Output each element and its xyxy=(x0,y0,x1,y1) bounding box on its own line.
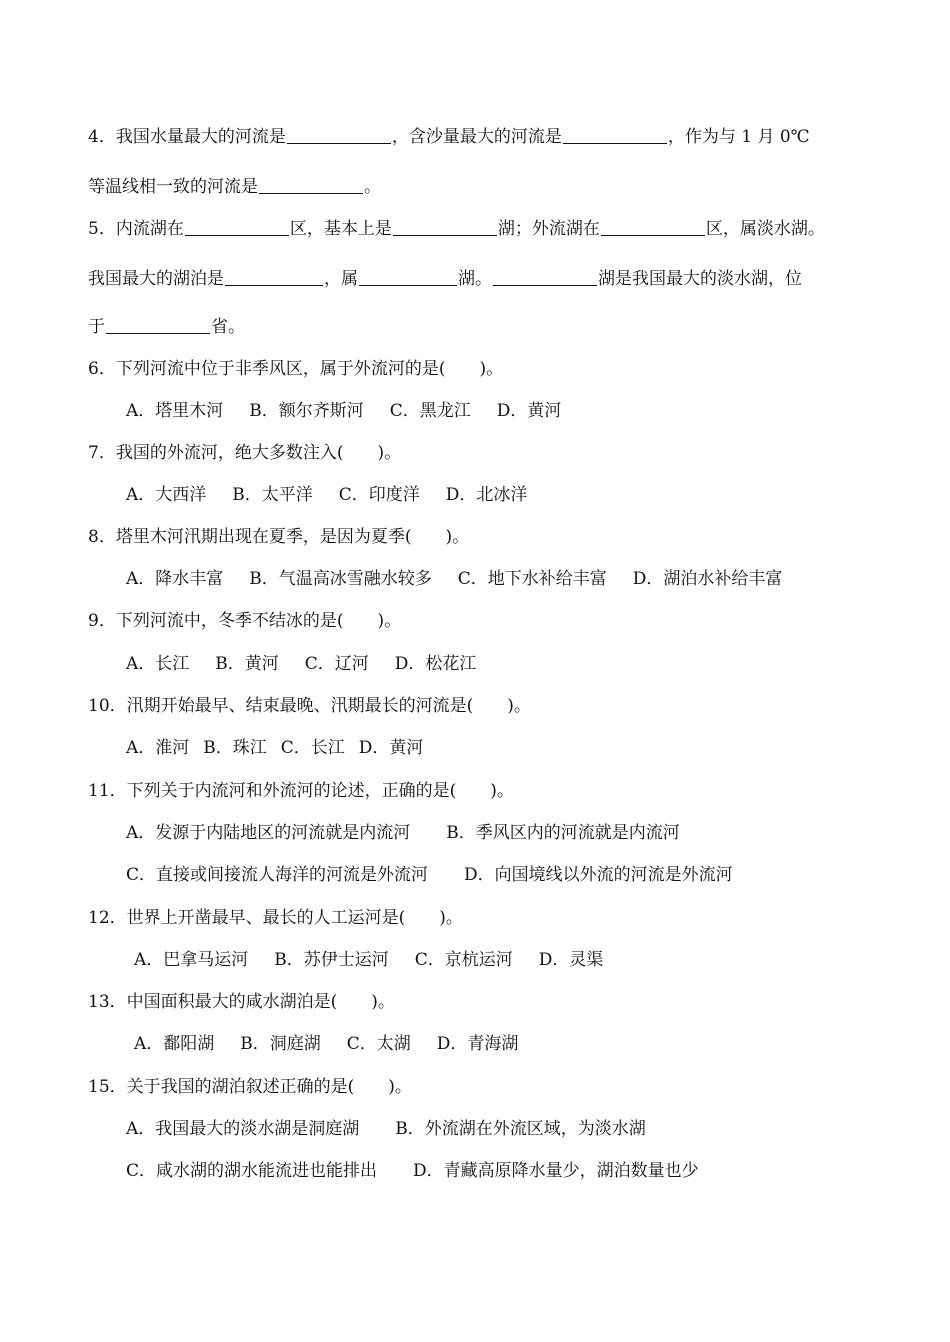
q5-text: ，属 xyxy=(324,269,358,289)
q5-blank-4[interactable] xyxy=(225,268,323,286)
q5-text: 5．内流湖在 xyxy=(88,219,184,239)
q10-stem-text: 10．汛期开始最早、结束最晚、汛期最长的河流是( xyxy=(88,696,474,716)
q10-stem-end: )。 xyxy=(507,696,531,716)
q6-stem-text: 6．下列河流中位于非季风区，属于外流河的是( xyxy=(88,359,446,379)
q5-text: 省。 xyxy=(211,317,245,337)
q4-blank-2[interactable] xyxy=(563,126,667,144)
q7-stem-text: 7．我国的外流河，绝大多数注入( xyxy=(88,443,344,463)
q13-option-d[interactable]: D．青海湖 xyxy=(436,1034,519,1054)
q8-stem-end: )。 xyxy=(445,527,470,547)
q11-option-b[interactable]: B．季风区内的河流就是内流河 xyxy=(446,823,680,843)
q4-text: 4．我国水量最大的河流是 xyxy=(88,127,286,147)
q9-options xyxy=(126,652,910,676)
q4-text: ，含沙量最大的河流是 xyxy=(391,127,562,147)
q6-stem xyxy=(88,357,910,381)
q5-text: 我国最大的湖泊是 xyxy=(88,269,224,289)
q5-text: 湖；外流湖在 xyxy=(497,219,600,239)
q11-stem xyxy=(88,779,910,803)
q9-stem-end: )。 xyxy=(377,611,402,631)
q10-option-d[interactable]: D．黄河 xyxy=(358,738,424,758)
q12-option-a[interactable]: A．巴拿马运河 xyxy=(134,950,249,970)
q10-option-a[interactable]: A．淮河 xyxy=(126,738,190,758)
q5-blank-2[interactable] xyxy=(393,218,497,236)
q13-option-c[interactable]: C．太湖 xyxy=(346,1034,411,1054)
q15-options-row-1 xyxy=(126,1117,910,1141)
q4-text: 。 xyxy=(364,177,381,197)
q15-option-a[interactable]: A．我国最大的淡水湖是洞庭湖 xyxy=(126,1119,360,1139)
q13-stem-end: )。 xyxy=(371,992,395,1012)
q6-options xyxy=(126,399,910,423)
q5-blank-5[interactable] xyxy=(359,268,457,286)
q8-option-c[interactable]: C．地下水补给丰富 xyxy=(457,569,607,589)
q5-blank-1[interactable] xyxy=(185,218,289,236)
q7-options xyxy=(126,483,910,507)
q8-option-b[interactable]: B．气温高冰雪融水较多 xyxy=(249,569,432,589)
q8-stem xyxy=(88,525,910,549)
q11-option-c[interactable]: C．直接或间接流人海洋的河流是外流河 xyxy=(126,865,429,885)
q5-text: 于 xyxy=(88,317,105,337)
q11-options-row-2 xyxy=(126,863,910,887)
q5-text: 湖是我国最大的淡水湖，位 xyxy=(598,269,802,289)
q7-stem-end: )。 xyxy=(377,443,402,463)
q7-option-d[interactable]: D．北冰洋 xyxy=(445,485,528,505)
q12-stem-end: )。 xyxy=(439,908,463,928)
q6-option-a[interactable]: A．塔里木河 xyxy=(126,401,224,421)
q15-stem-text: 15．关于我国的湖泊叙述正确的是( xyxy=(88,1077,355,1097)
q5-text: 区，属淡水湖。 xyxy=(705,219,825,239)
q13-stem-text: 13．中国面积最大的咸水湖泊是( xyxy=(88,992,338,1012)
q8-option-d[interactable]: D．湖泊水补给丰富 xyxy=(632,569,783,589)
q13-option-b[interactable]: B．洞庭湖 xyxy=(240,1034,321,1054)
q6-stem-end: )。 xyxy=(479,359,504,379)
q11-option-d[interactable]: D．向国境线以外流的河流是外流河 xyxy=(464,865,733,885)
q6-option-d[interactable]: D．黄河 xyxy=(496,401,562,421)
q12-options xyxy=(134,948,910,972)
q10-options xyxy=(126,736,910,760)
q5-line-1 xyxy=(88,217,910,241)
q5-text: 湖。 xyxy=(458,269,492,289)
q4-blank-1[interactable] xyxy=(287,126,391,144)
q9-option-b[interactable]: B．黄河 xyxy=(215,654,279,674)
q4-text: ，作为与 1 月 0℃ xyxy=(667,127,810,147)
q5-blank-6[interactable] xyxy=(493,268,597,286)
q15-option-b[interactable]: B．外流湖在外流区域，为淡水湖 xyxy=(395,1119,646,1139)
q12-stem xyxy=(88,906,910,930)
q9-stem xyxy=(88,609,910,633)
q4-line-1 xyxy=(88,125,910,149)
q13-stem xyxy=(88,990,910,1014)
q13-options xyxy=(134,1032,910,1056)
q11-options-row-1 xyxy=(126,821,910,845)
q6-option-b[interactable]: B．额尔齐斯河 xyxy=(249,401,364,421)
q4-text: 等温线相一致的河流是 xyxy=(88,177,258,197)
q15-options-row-2 xyxy=(126,1159,910,1183)
q15-stem xyxy=(88,1075,910,1099)
q9-option-d[interactable]: D．松花江 xyxy=(394,654,477,674)
q12-option-c[interactable]: C．京杭运河 xyxy=(414,950,513,970)
q4-blank-3[interactable] xyxy=(259,176,363,194)
q10-option-c[interactable]: C．长江 xyxy=(280,738,345,758)
q13-option-a[interactable]: A．鄱阳湖 xyxy=(134,1034,215,1054)
q9-option-c[interactable]: C．辽河 xyxy=(304,654,369,674)
q15-option-c[interactable]: C．咸水湖的湖水能流进也能排出 xyxy=(126,1161,378,1181)
q5-line-2 xyxy=(88,267,910,291)
q5-blank-3[interactable] xyxy=(601,218,705,236)
q6-option-c[interactable]: C．黑龙江 xyxy=(389,401,471,421)
q12-option-d[interactable]: D．灵渠 xyxy=(538,950,604,970)
q10-option-b[interactable]: B．珠江 xyxy=(203,738,267,758)
q8-options xyxy=(126,567,910,591)
q9-stem-text: 9．下列河流中，冬季不结冰的是( xyxy=(88,611,344,631)
q7-stem xyxy=(88,441,910,465)
q12-stem-text: 12．世界上开凿最早、最长的人工运河是( xyxy=(88,908,406,928)
q15-stem-end: )。 xyxy=(388,1077,412,1097)
q7-option-c[interactable]: C．印度洋 xyxy=(338,485,420,505)
q11-option-a[interactable]: A．发源于内陆地区的河流就是内流河 xyxy=(126,823,411,843)
q15-option-d[interactable]: D．青藏高原降水量少，湖泊数量也少 xyxy=(413,1161,699,1181)
q7-option-a[interactable]: A．大西洋 xyxy=(126,485,207,505)
q5-text: 区，基本上是 xyxy=(289,219,392,239)
q10-stem xyxy=(88,694,910,718)
q4-line-2 xyxy=(88,175,910,199)
q8-stem-text: 8．塔里木河汛期出现在夏季，是因为夏季( xyxy=(88,527,412,547)
q11-stem-end: )。 xyxy=(490,781,514,801)
q5-blank-7[interactable] xyxy=(106,316,210,334)
q9-option-a[interactable]: A．长江 xyxy=(126,654,190,674)
q12-option-b[interactable]: B．苏伊士运河 xyxy=(274,950,389,970)
q11-stem-text: 11．下列关于内流河和外流河的论述，正确的是( xyxy=(88,781,457,801)
q8-option-a[interactable]: A．降水丰富 xyxy=(126,569,224,589)
q7-option-b[interactable]: B．太平洋 xyxy=(232,485,313,505)
q5-line-3 xyxy=(88,315,910,339)
